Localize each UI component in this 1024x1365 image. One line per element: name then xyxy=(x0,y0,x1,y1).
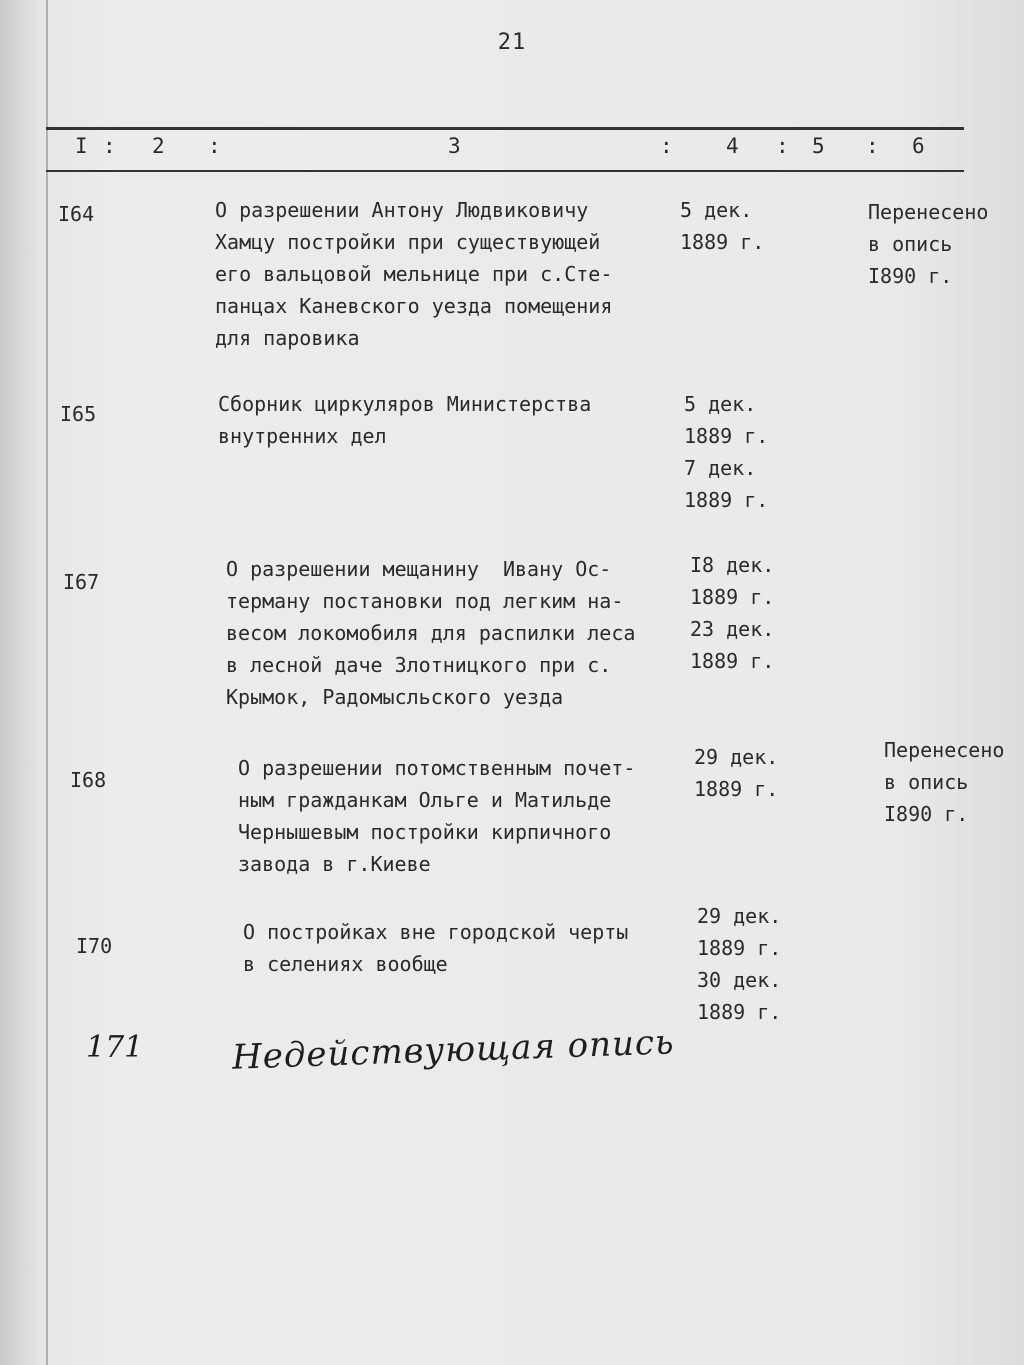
row-note: Перенесено в опись I890 г. xyxy=(884,738,1005,826)
handwritten-note: Недействующая опись xyxy=(231,1022,676,1078)
column-separator: : xyxy=(103,134,116,158)
column-separator: : xyxy=(866,134,879,158)
row-number: I68 xyxy=(70,768,107,792)
row-number: I67 xyxy=(63,570,100,594)
row-title: О постройках вне городской черты в селениях вообще xyxy=(243,920,629,976)
header-top-rule xyxy=(46,127,964,130)
column-header-3: 3 xyxy=(448,134,461,158)
column-header-6: 6 xyxy=(912,134,925,158)
row-dates: 29 дек. 1889 г. xyxy=(694,745,779,801)
row-title: Сборник циркуляров Министерства внутренних дел xyxy=(218,392,592,448)
column-header-4: 4 xyxy=(726,134,739,158)
column-header-5: 5 xyxy=(812,134,825,158)
row-number: I70 xyxy=(76,934,113,958)
row-note: Перенесено в опись I890 г. xyxy=(868,200,989,288)
row-number: I64 xyxy=(58,202,95,226)
row-number: I65 xyxy=(60,402,97,426)
row-title: О разрешении потомственным почет- ным гражданкам Ольге и Матильде Чернышевым постройки кирпичного завода в г.Киеве xyxy=(238,756,636,876)
column-separator: : xyxy=(660,134,673,158)
page-number: 21 xyxy=(497,30,527,55)
header-bottom-rule xyxy=(46,170,964,172)
column-separator: : xyxy=(208,134,221,158)
row-title: О разрешении Антону Людвиковичу Хамцу постройки при существующей его вальцовой мельнице при с.Сте- панцах Каневского уезда помещения для паровика xyxy=(215,198,613,350)
handwritten-number: 171 xyxy=(86,1030,144,1065)
column-separator: : xyxy=(776,134,789,158)
column-header-2: 2 xyxy=(152,134,165,158)
row-dates: 5 дек. 1889 г. 7 дек. 1889 г. xyxy=(684,392,769,512)
row-dates: 5 дек. 1889 г. xyxy=(680,198,765,254)
row-dates: I8 дек. 1889 г. 23 дек. 1889 г. xyxy=(690,553,775,673)
row-dates: 29 дек. 1889 г. 30 дек. 1889 г. xyxy=(697,904,782,1024)
page-binding-line xyxy=(46,0,48,1365)
column-header-1: I xyxy=(75,134,88,158)
row-title: О разрешении мещанину Ивану Ос- терману постановки под легким на- весом локомобиля для распилки леса в лесной даче Злотницкого при с. Крымок, Радомысльского уезда xyxy=(226,557,636,709)
